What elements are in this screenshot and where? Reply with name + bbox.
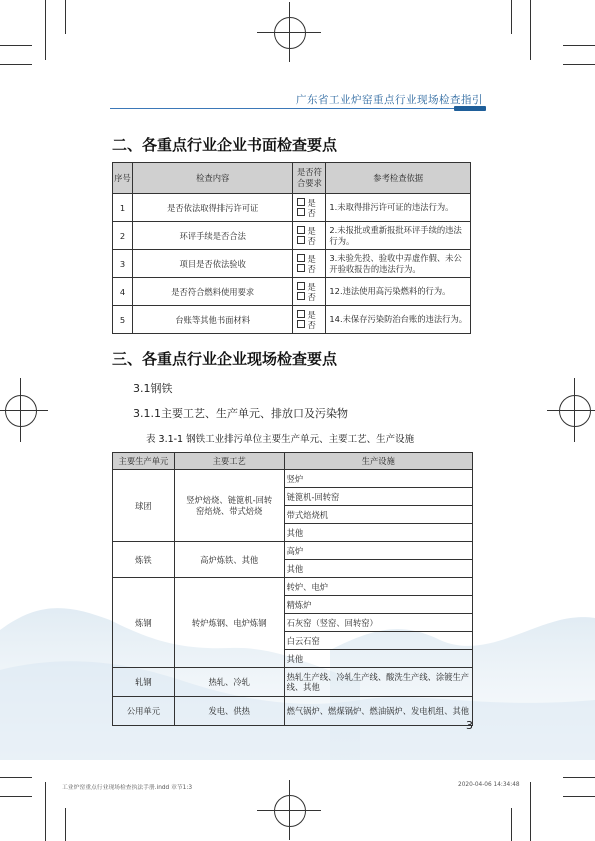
page-number: 3 bbox=[466, 719, 473, 732]
file-slug-right: 2020-04-06 14:34:48 bbox=[458, 782, 520, 788]
compliance-options bbox=[293, 306, 326, 334]
main-process: 发电、供热 bbox=[174, 697, 284, 726]
row-number: 3 bbox=[113, 250, 133, 278]
main-process: 高炉炼铁、其他 bbox=[174, 542, 284, 578]
col-header-facility: 生产设施 bbox=[284, 453, 472, 470]
check-basis: 12.违法使用高污染燃料的行为。 bbox=[326, 278, 471, 306]
production-unit: 球团 bbox=[113, 470, 175, 542]
no-label: 否 bbox=[307, 207, 316, 218]
production-unit: 轧钢 bbox=[113, 668, 175, 697]
facility: 竖炉 bbox=[284, 470, 472, 488]
main-process: 热轧、冷轧 bbox=[174, 668, 284, 697]
no-label: 否 bbox=[307, 291, 316, 302]
col-header-content: 检查内容 bbox=[132, 163, 292, 194]
yes-checkbox[interactable] bbox=[297, 282, 305, 290]
table-row bbox=[113, 542, 473, 560]
header-accent-bar bbox=[454, 106, 486, 111]
header-rule bbox=[110, 108, 454, 109]
table-row bbox=[113, 306, 471, 334]
compliance-options bbox=[293, 250, 326, 278]
facility: 带式焙烧机 bbox=[284, 506, 472, 524]
col-header-unit: 主要生产单元 bbox=[113, 453, 175, 470]
table-row bbox=[113, 250, 471, 278]
facility: 高炉 bbox=[284, 542, 472, 560]
main-process: 转炉炼钢、电炉炼钢 bbox=[174, 578, 284, 668]
col-header-basis: 参考检查依据 bbox=[326, 163, 471, 194]
compliance-options bbox=[293, 278, 326, 306]
yes-checkbox[interactable] bbox=[297, 310, 305, 318]
no-label: 否 bbox=[307, 319, 316, 330]
written-check-table bbox=[112, 162, 471, 334]
main-process: 竖炉焙烧、链篦机-回转窑焙烧、带式焙烧 bbox=[174, 470, 284, 542]
yes-label: 是 bbox=[307, 253, 316, 264]
no-label: 否 bbox=[307, 263, 316, 274]
check-basis: 2.未报批或重新报批环评手续的违法行为。 bbox=[326, 222, 471, 250]
yes-label: 是 bbox=[307, 225, 316, 236]
compliance-options bbox=[293, 194, 326, 222]
row-number: 2 bbox=[113, 222, 133, 250]
facility: 其他 bbox=[284, 560, 472, 578]
production-unit: 公用单元 bbox=[113, 697, 175, 726]
facility: 链篦机-回转窑 bbox=[284, 488, 472, 506]
no-checkbox[interactable] bbox=[297, 264, 305, 272]
facility: 燃气锅炉、燃煤锅炉、燃油锅炉、发电机组、其他 bbox=[284, 697, 472, 726]
yes-checkbox[interactable] bbox=[297, 254, 305, 262]
no-checkbox[interactable] bbox=[297, 208, 305, 216]
col-header-no: 序号 bbox=[113, 163, 133, 194]
row-number: 1 bbox=[113, 194, 133, 222]
facility: 石灰窑（竖窑、回转窑） bbox=[284, 614, 472, 632]
subsection-heading: 3.1钢铁 bbox=[133, 382, 173, 395]
check-basis: 3.未验先投、验收中弄虚作假、未公开验收报告的违法行为。 bbox=[326, 250, 471, 278]
section-3-heading: 三、各重点行业企业现场检查要点 bbox=[112, 350, 338, 368]
production-unit: 炼钢 bbox=[113, 578, 175, 668]
check-content: 项目是否依法验收 bbox=[132, 250, 292, 278]
check-content: 是否依法取得排污许可证 bbox=[132, 194, 292, 222]
compliance-options bbox=[293, 222, 326, 250]
no-label: 否 bbox=[307, 235, 316, 246]
facility: 白云石窑 bbox=[284, 632, 472, 650]
facility: 其他 bbox=[284, 524, 472, 542]
col-header-process: 主要工艺 bbox=[174, 453, 284, 470]
yes-checkbox[interactable] bbox=[297, 226, 305, 234]
table-caption: 表 3.1-1 钢铁工业排污单位主要生产单元、主要工艺、生产设施 bbox=[146, 434, 415, 445]
table-row bbox=[113, 470, 473, 488]
production-unit: 炼铁 bbox=[113, 542, 175, 578]
no-checkbox[interactable] bbox=[297, 236, 305, 244]
yes-label: 是 bbox=[307, 309, 316, 320]
file-slug-left: 工业炉窑重点行业现场检查执法手册.indd 章节1:3 bbox=[62, 785, 193, 791]
row-number: 4 bbox=[113, 278, 133, 306]
table-row bbox=[113, 278, 471, 306]
check-content: 台账等其他书面材料 bbox=[132, 306, 292, 334]
facility: 热轧生产线、冷轧生产线、酸洗生产线、涂镀生产线、其他 bbox=[284, 668, 472, 697]
no-checkbox[interactable] bbox=[297, 292, 305, 300]
facility: 转炉、电炉 bbox=[284, 578, 472, 596]
check-basis: 14.未保存污染防治台账的违法行为。 bbox=[326, 306, 471, 334]
subsubsection-heading: 3.1.1主要工艺、生产单元、排放口及污染物 bbox=[133, 407, 348, 420]
check-basis: 1.未取得排污许可证的违法行为。 bbox=[326, 194, 471, 222]
yes-label: 是 bbox=[307, 197, 316, 208]
steel-production-table bbox=[112, 452, 473, 726]
col-header-compliance: 是否符合要求 bbox=[293, 163, 326, 194]
facility: 其他 bbox=[284, 650, 472, 668]
section-2-heading: 二、各重点行业企业书面检查要点 bbox=[112, 136, 338, 154]
table-row bbox=[113, 697, 473, 726]
yes-checkbox[interactable] bbox=[297, 198, 305, 206]
table-row bbox=[113, 194, 471, 222]
yes-label: 是 bbox=[307, 281, 316, 292]
running-header-title: 广东省工业炉窑重点行业现场检查指引 bbox=[296, 94, 483, 106]
table-row bbox=[113, 222, 471, 250]
no-checkbox[interactable] bbox=[297, 320, 305, 328]
check-content: 环评手续是否合法 bbox=[132, 222, 292, 250]
table-row bbox=[113, 578, 473, 596]
check-content: 是否符合燃料使用要求 bbox=[132, 278, 292, 306]
row-number: 5 bbox=[113, 306, 133, 334]
table-row bbox=[113, 668, 473, 697]
facility: 精炼炉 bbox=[284, 596, 472, 614]
